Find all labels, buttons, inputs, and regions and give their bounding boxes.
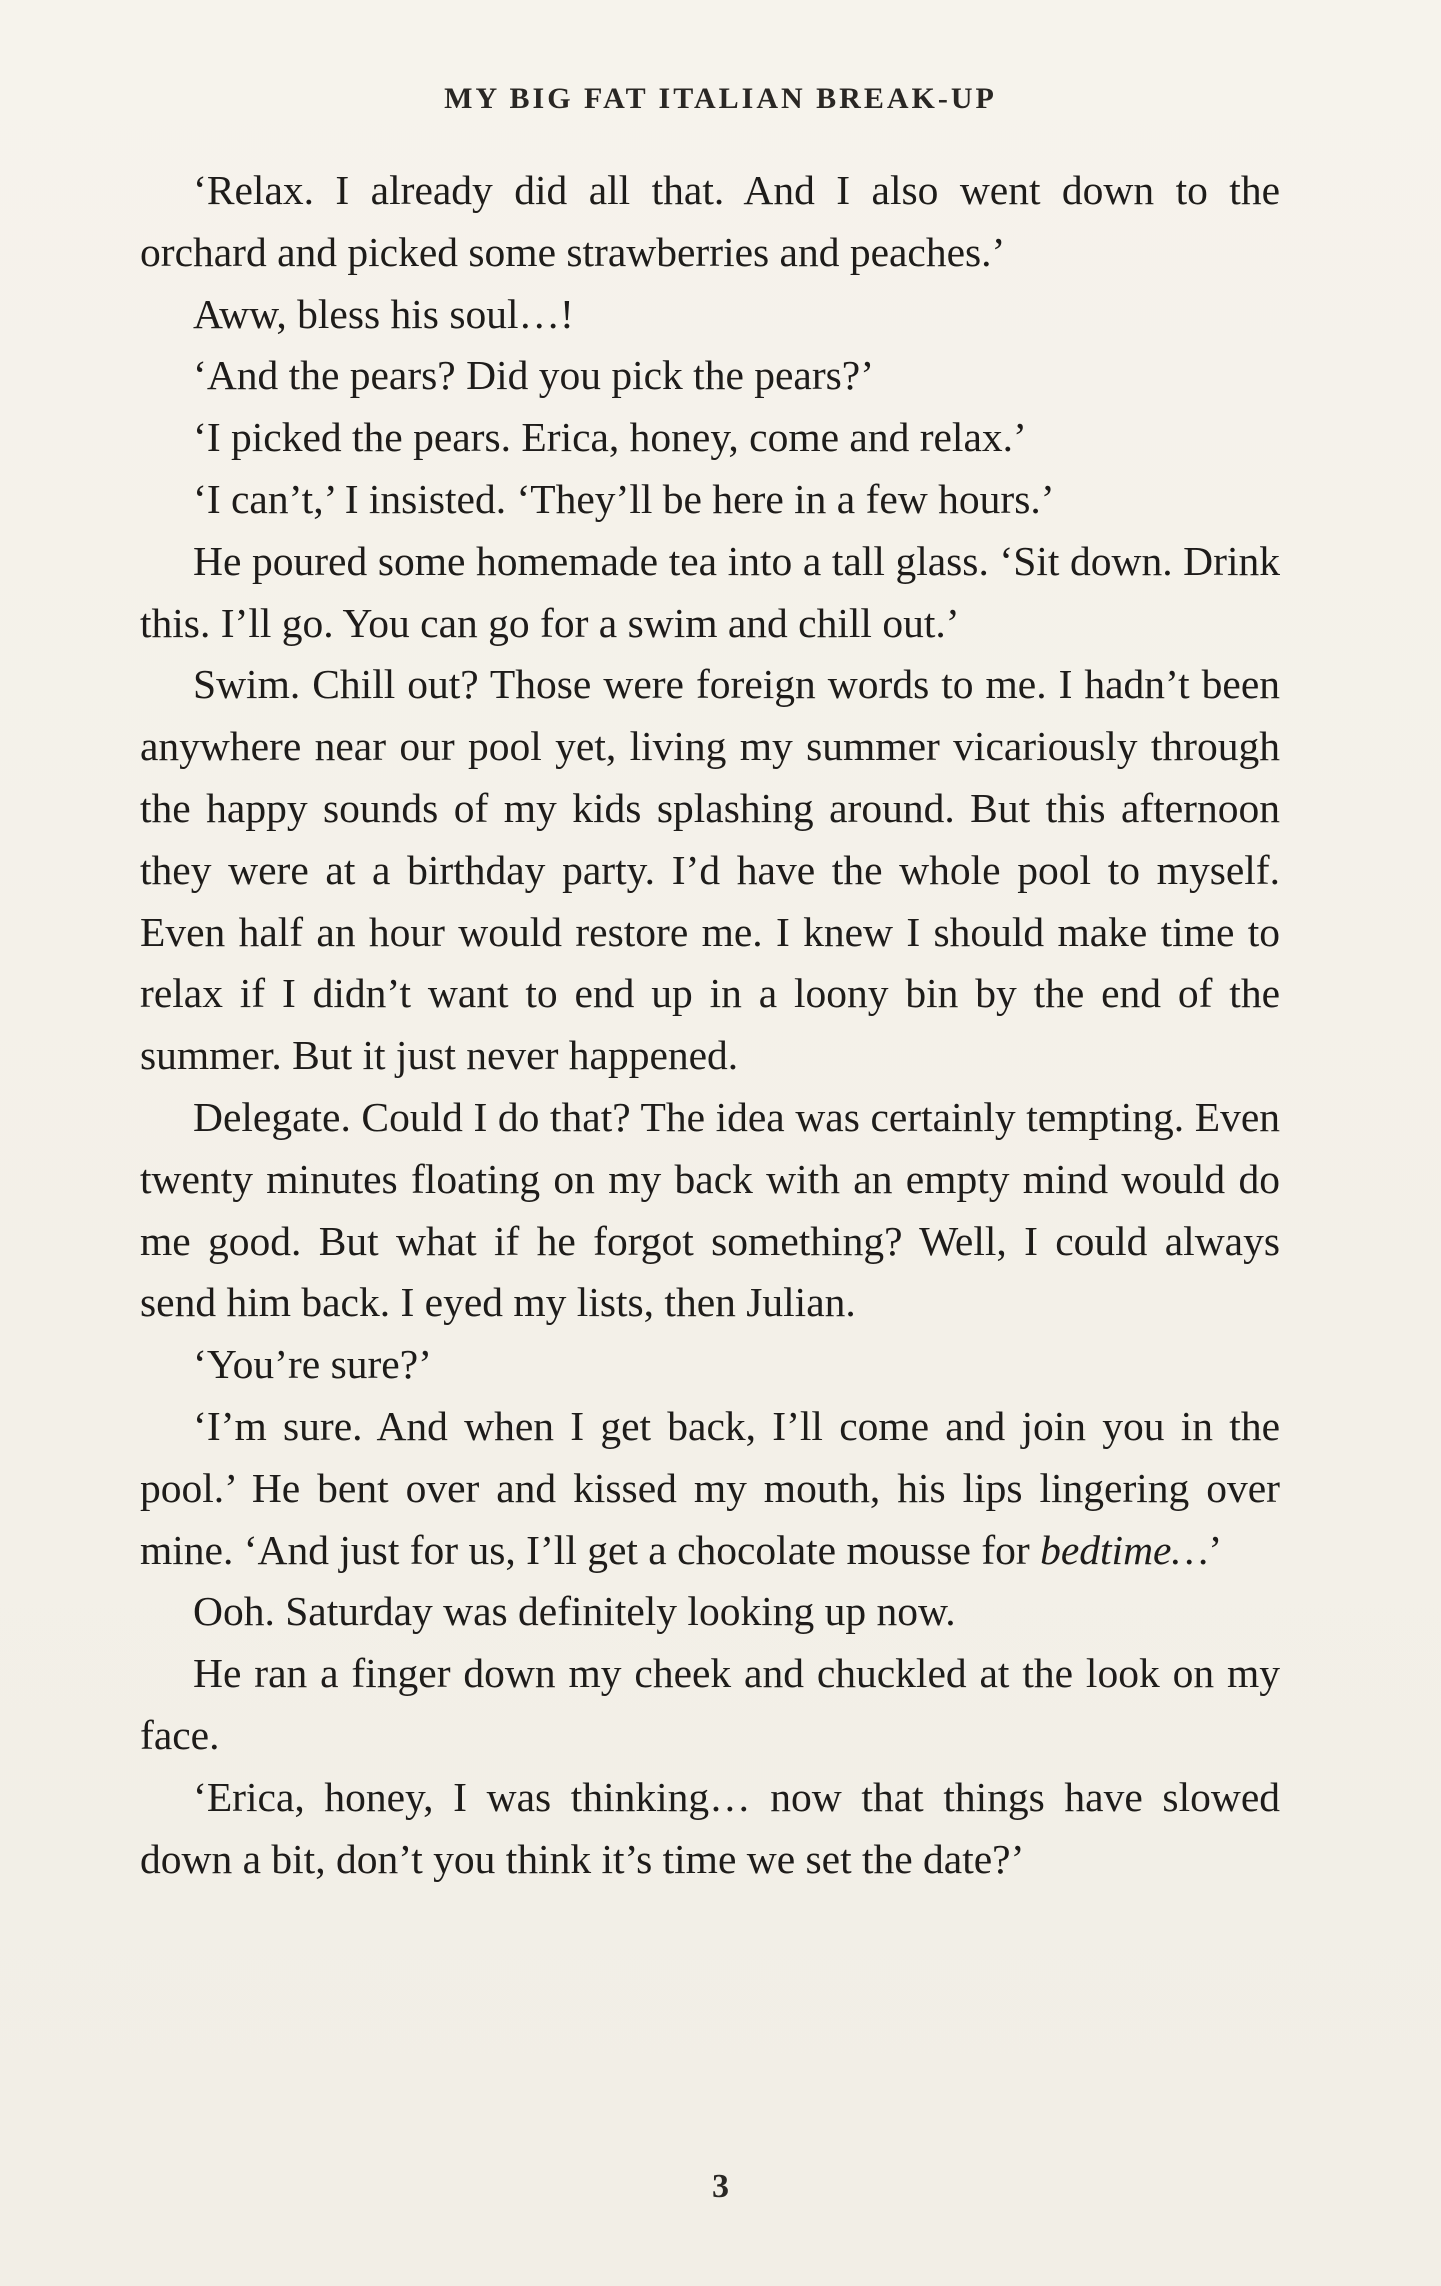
paragraph: Ooh. Saturday was definitely looking up now. (193, 1588, 956, 1635)
paragraph: ‘I can’t,’ I insisted. ‘They’ll be here in a few hours.’ (193, 475, 1055, 522)
paragraph: Delegate. Could I do that? The idea was certainly tempting. Even twenty minutes floating on my back with an empty mind would do me good. But what if he forgot something? Well, I could always send him back. I eyed my lists, then Julian. (140, 1093, 1280, 1326)
paragraph-text: ‘I’m sure. And when I get back, I’ll come and join you in the pool.’ He bent over and kissed my mouth, his lips lingering over mine. ‘And just for us, I’ll get a chocolate mousse for (140, 1402, 1280, 1573)
paragraph: ‘I picked the pears. Erica, honey, come and relax.’ (193, 414, 1027, 461)
page-number: 3 (712, 2168, 729, 2205)
italic-text: bedtime… (1040, 1526, 1209, 1573)
paragraph: ‘Erica, honey, I was thinking… now that things have slowed down a bit, don’t you think it’s time we set the date?’ (140, 1773, 1280, 1882)
paragraph: He ran a finger down my cheek and chuckled at the look on my face. (140, 1650, 1280, 1758)
paragraph (140, 1396, 1280, 1581)
running-header: MY BIG FAT ITALIAN BREAK-UP (444, 82, 997, 115)
paragraph: ‘Relax. I already did all that. And I also went down to the orchard and picked some strawberries and peaches.’ (140, 167, 1280, 275)
body-text (140, 160, 1280, 1890)
paragraph: ‘You’re sure?’ (193, 1341, 432, 1388)
paragraph: Swim. Chill out? Those were foreign words to me. I hadn’t been anywhere near our pool yet, living my summer vicariously through the happy sounds of my kids splashing around. But this afternoon they were at a birthday party. I’d have the whole pool to myself. Even half an hour would restore me. I knew I should make time to relax if I didn’t want to end up in a loony bin by the end of the summer. But it just never happened. (140, 661, 1280, 1079)
paragraph: Aww, bless his soul…! (193, 290, 574, 337)
paragraph-text: ’ (1208, 1526, 1223, 1573)
paragraph: ‘And the pears? Did you pick the pears?’ (193, 352, 875, 399)
paragraph: He poured some homemade tea into a tall glass. ‘Sit down. Drink this. I’ll go. You can go for a swim and chill out.’ (140, 537, 1280, 646)
